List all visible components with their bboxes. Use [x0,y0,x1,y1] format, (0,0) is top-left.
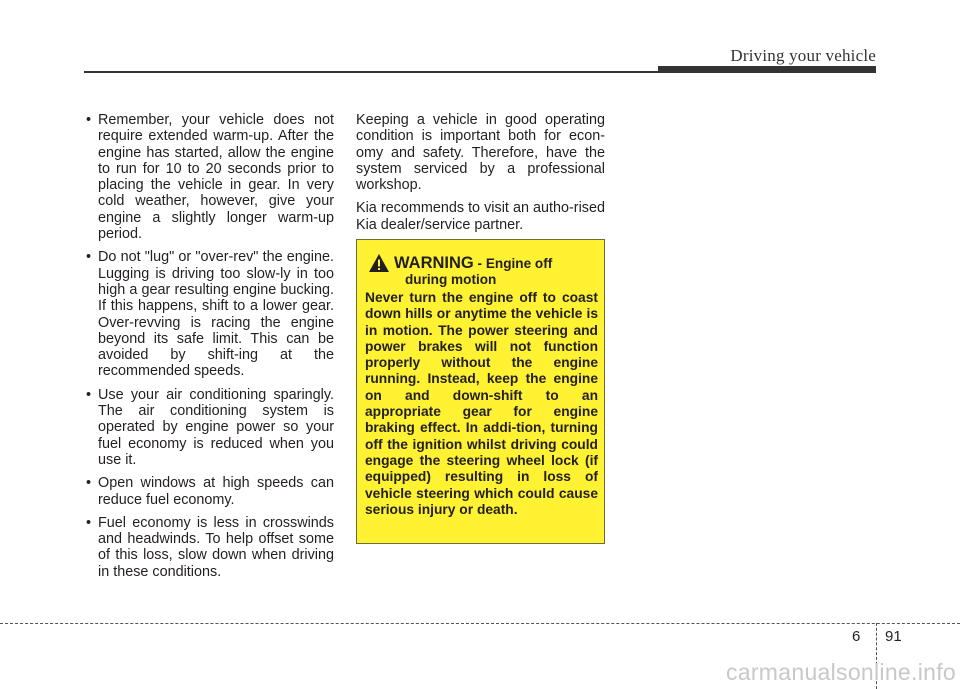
list-item [84,515,334,580]
page-number: 91 [885,628,902,645]
list-item-text: Remember, your vehicle does not require extended warm-up. After the engine has started, allow the engine to run for 10 to 20 seconds prior to placing the vehicle in gear. In very cold weather, however, give your engine a slightly longer warm-up period. [98,112,334,243]
bullet-icon: • [86,249,92,266]
list-item-text: Fuel economy is less in crosswinds and headwinds. To help offset some of this loss, slow down when driving in these conditions. [98,514,334,580]
list-item [84,387,334,468]
warning-word: WARNING [394,254,474,272]
warning-box [356,239,605,544]
warning-heading [394,254,552,273]
middle-column [356,112,605,240]
warning-title: - Engine off [473,256,553,271]
warning-body: Never turn the engine off to coast down hills or anytime the vehicle is in motion. The power steering and power brakes will not function properly without the engine running. Instead, keep the engine on and down-shift to an appropriate gear for engine braking effect. In addi-tion, turning off the ignition whilst driving could engage the steering wheel lock (if equipped) resulting in loss of vehicle steering which could cause serious injury or death. [365,290,598,517]
list-item-text: Use your air conditioning sparingly. The air conditioning system is operated by engine power so your fuel economy is reduced when you use it. [98,386,334,468]
bullet-icon: • [86,112,92,128]
list-item-text: Open windows at high speeds can reduce fuel economy. [98,475,334,508]
list-item [84,475,334,508]
paragraph: Keeping a vehicle in good operating condition is important both for econ-omy and safety. Therefore, have the system serviced by a professional workshop. [356,112,605,194]
bullet-icon: • [86,475,92,492]
header-title: Driving your vehicle [730,46,876,65]
header-rule-thick [658,66,876,73]
bullet-icon: • [86,386,92,403]
list-item [84,112,334,242]
bullet-icon: • [86,514,92,531]
page-section-number: 6 [852,628,861,645]
watermark: carmanualsonline.info [725,659,956,685]
header-rule-thin [84,71,660,73]
list-item-text: Do not "lug" or "over-rev" the engine. Lugging is driving too slow-ly in too high a gear resulting engine bucking. If this happens, shift to a lower gear. Over-revving is racing the engine beyond its safe limit. This can be avoided by shift-ing at the recommended speeds. [98,249,334,380]
paragraph: Kia recommends to visit an autho-rised Kia dealer/service partner. [356,200,605,233]
left-column [84,112,334,587]
warning-subtitle: during motion [405,272,497,287]
footer-rule [0,623,960,624]
warning-triangle-icon [368,253,390,273]
list-item [84,249,334,379]
